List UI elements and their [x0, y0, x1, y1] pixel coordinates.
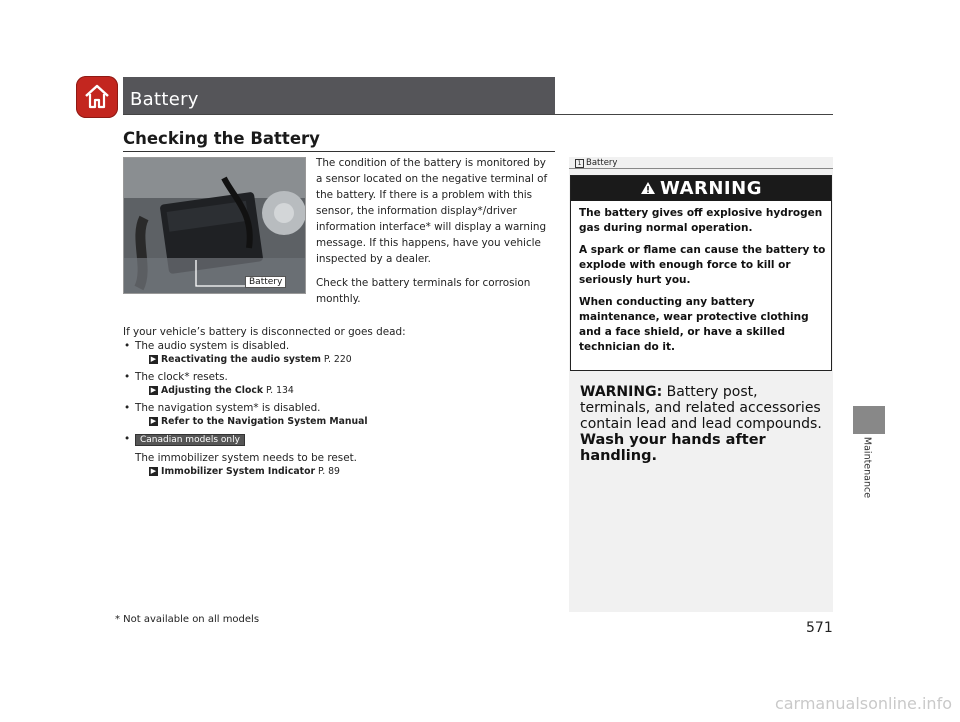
- list-item: [123, 371, 553, 383]
- lead-warning-label: WARNING:: [580, 384, 663, 400]
- page-title: Battery: [130, 89, 199, 110]
- list-item-text: The navigation system* is disabled.: [135, 402, 321, 414]
- footnote: * Not available on all models: [115, 614, 260, 625]
- list-item: [123, 340, 553, 352]
- reference-arrow-icon: ▶: [150, 355, 157, 363]
- sidebar-heading: [575, 158, 617, 168]
- reference-arrow-icon: ▶: [150, 386, 157, 394]
- battery-photo: [123, 157, 306, 294]
- home-button[interactable]: [76, 76, 118, 118]
- list-item: [123, 402, 553, 414]
- reference-page: P. 89: [318, 466, 340, 477]
- reference-arrow-icon: ▶: [150, 467, 157, 475]
- warning-paragraph: A spark or flame can cause the battery to explode with enough force to kill or seriously hurt you.: [579, 244, 826, 286]
- reference-title: Reactivating the audio system: [161, 354, 321, 365]
- bullet-icon: •: [124, 371, 131, 383]
- warning-text: [579, 206, 827, 362]
- cross-reference-link[interactable]: [123, 385, 553, 396]
- reference-arrow-icon: ▶: [150, 417, 157, 425]
- sidebar-heading-label: Battery: [586, 158, 618, 168]
- reference-title: Refer to the Navigation System Manual: [161, 416, 368, 427]
- bullet-icon: •: [124, 402, 131, 414]
- warning-triangle-icon: [640, 176, 656, 201]
- reference-title: Immobilizer System Indicator: [161, 466, 316, 477]
- reference-page: P. 220: [323, 354, 352, 365]
- intro-paragraph-2: Check the battery terminals for corrosion monthly.: [316, 277, 531, 305]
- lead-warning-notice: [580, 384, 830, 464]
- bullet-icon: •: [124, 340, 131, 352]
- title-divider: [123, 114, 833, 115]
- bullet-icon: •: [124, 433, 131, 445]
- warning-box: [570, 175, 832, 371]
- reference-title: Adjusting the Clock: [161, 385, 264, 396]
- warning-title: WARNING: [660, 178, 762, 199]
- warning-paragraph: The battery gives off explosive hydrogen gas during normal operation.: [579, 207, 823, 234]
- warning-header: [571, 176, 831, 201]
- list-lead: If your vehicle’s battery is disconnected or goes dead:: [123, 326, 406, 338]
- cross-reference-link[interactable]: [123, 466, 553, 477]
- battery-effects-list: [123, 326, 553, 483]
- list-item: [123, 433, 553, 446]
- battery-callout-label: Battery: [245, 276, 286, 288]
- region-badge: Canadian models only: [135, 434, 245, 446]
- list-item-continuation: [123, 452, 553, 464]
- watermark: carmanualsonline.info: [774, 694, 952, 713]
- page-number: 571: [806, 620, 833, 636]
- warning-paragraph: When conducting any battery maintenance, wear protective clothing and a face shield, or have a skilled technician do it.: [579, 296, 809, 353]
- intro-paragraph-1: The condition of the battery is monitored by a sensor located on the negative terminal of the battery. If there is a problem with this sensor, the information display*/driver information interface* will display a warning message. If this happens, have you vehicle inspected by a dealer.: [316, 157, 548, 265]
- intro-text: [316, 155, 555, 315]
- list-item-text: The immobilizer system needs to be reset.: [135, 452, 357, 464]
- note-marker-icon: 1: [575, 159, 584, 168]
- chapter-title-bar: [123, 77, 555, 114]
- section-divider: [123, 151, 555, 152]
- lead-warning-instruction: Wash your hands after handling.: [580, 432, 766, 464]
- list-item-text: The clock* resets.: [135, 371, 228, 383]
- cross-reference-link[interactable]: [123, 416, 553, 427]
- lead-warning-text: Battery post, terminals, and related accessories contain lead and lead compounds.: [580, 384, 822, 432]
- reference-page: P. 134: [266, 385, 294, 396]
- cross-reference-link[interactable]: [123, 354, 553, 365]
- sidebar-divider: [569, 168, 833, 169]
- list-item-text: The audio system is disabled.: [135, 340, 290, 352]
- chapter-tab-label: Maintenance: [861, 436, 873, 499]
- home-icon: [83, 82, 111, 110]
- section-heading: Checking the Battery: [123, 129, 320, 148]
